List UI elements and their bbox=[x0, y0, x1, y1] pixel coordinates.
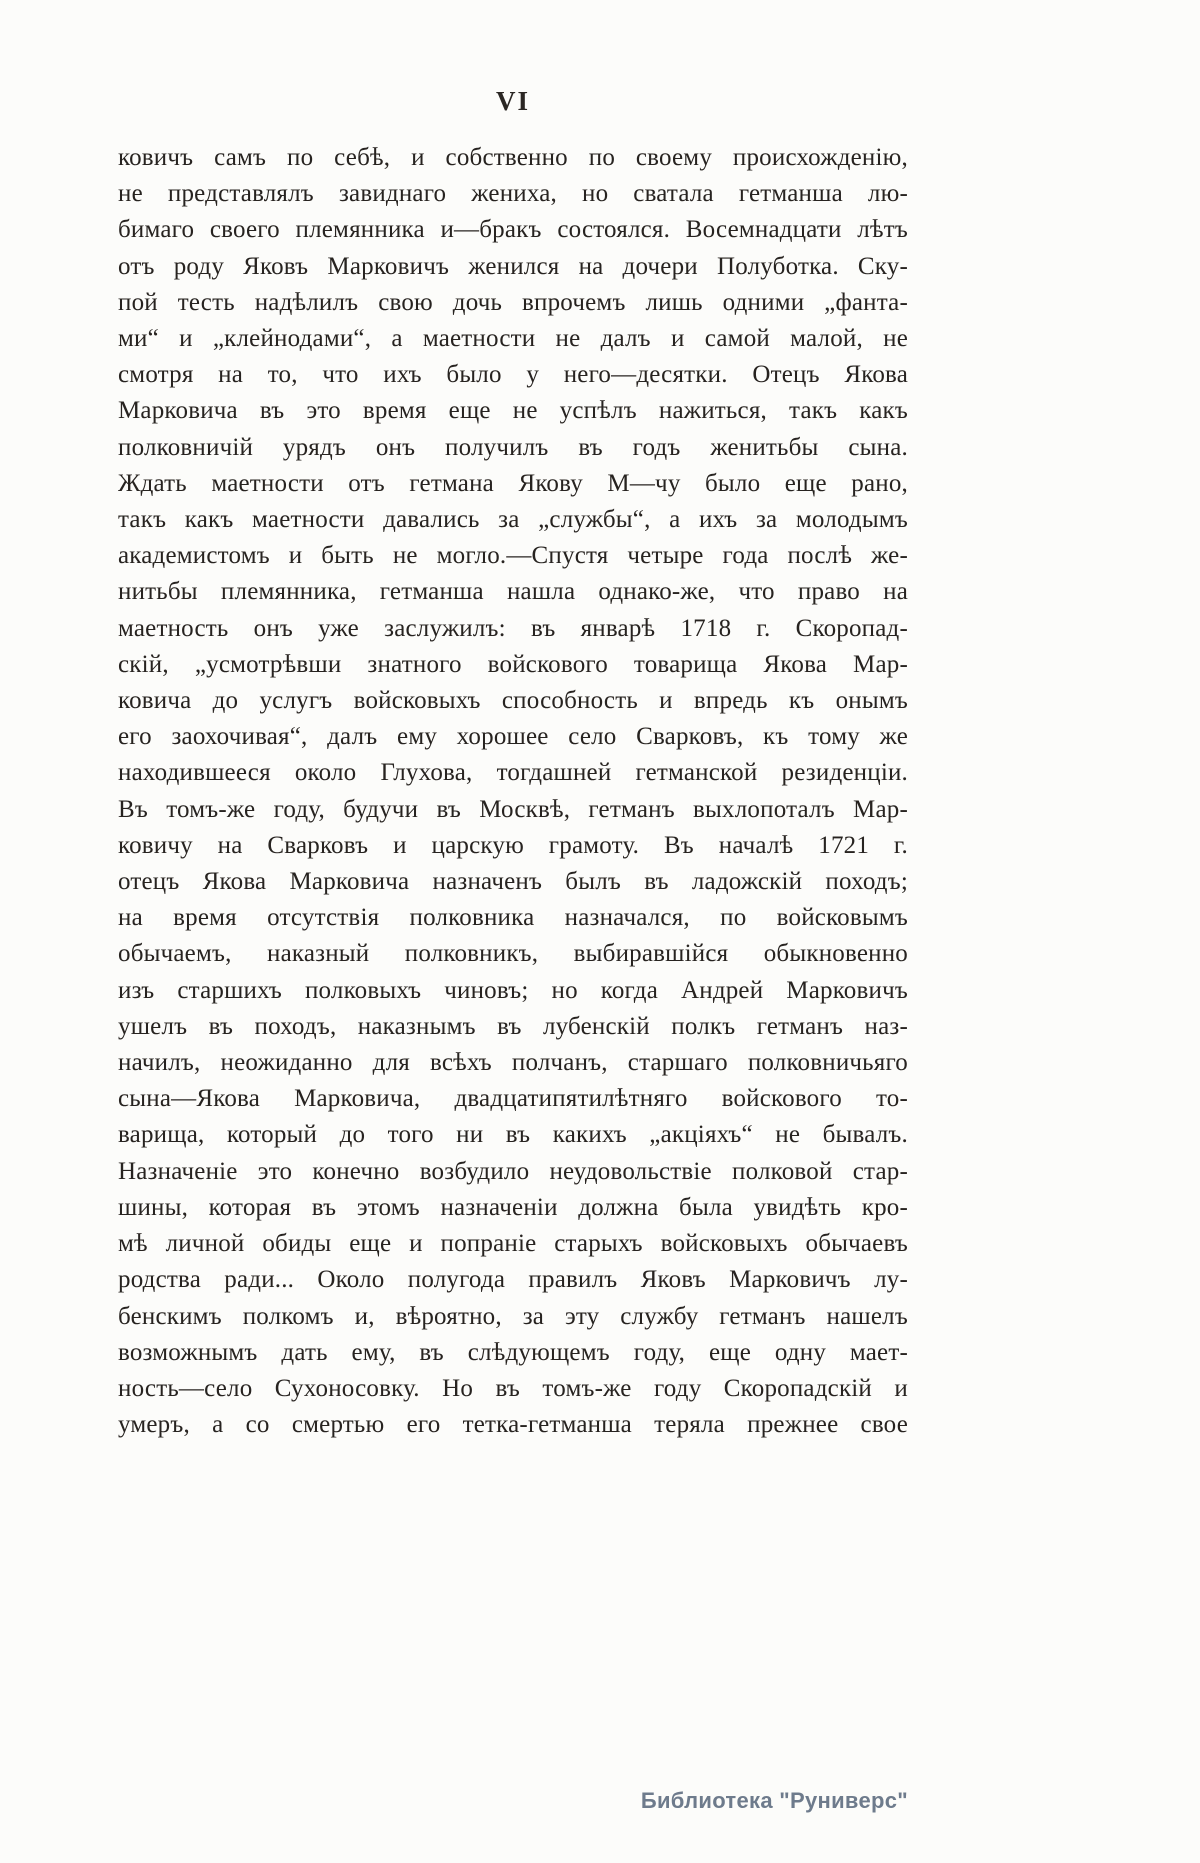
text-block bbox=[118, 140, 908, 1443]
text-line: на время отсутствія полковника назначался, по войсковымъ bbox=[118, 904, 908, 932]
text-line: пой тесть надѣлилъ свою дочь впрочемъ лишь одними „фанта- bbox=[118, 288, 908, 316]
text-line: ушелъ въ походъ, наказнымъ въ лубенскій полкъ гетманъ наз- bbox=[118, 1012, 908, 1040]
text-line: его заохочивая“, далъ ему хорошее село Сварковъ, къ тому же bbox=[118, 723, 908, 751]
text-line: сына—Якова Марковича, двадцатипятилѣтняго войскового то- bbox=[118, 1085, 908, 1113]
text-line: изъ старшихъ полковыхъ чиновъ; но когда Андрей Марковичъ bbox=[118, 976, 908, 1004]
text-line: маетность онъ уже заслужилъ: въ январѣ 1718 г. Скоропад- bbox=[118, 614, 908, 642]
text-line: смотря на то, что ихъ было у него—десятки. Отецъ Якова bbox=[118, 361, 908, 389]
text-line: умеръ, а со смертью его тетка-гетманша теряла прежнее свое bbox=[118, 1411, 908, 1439]
text-line: Марковича въ это время еще не успѣлъ нажиться, такъ какъ bbox=[118, 397, 908, 425]
text-line: обычаемъ, наказный полковникъ, выбиравшійся обыкновенно bbox=[118, 940, 908, 968]
text-line: бенскимъ полкомъ и, вѣроятно, за эту службу гетманъ нашелъ bbox=[118, 1302, 908, 1330]
text-line: такъ какъ маетности давались за „службы“, а ихъ за молодымъ bbox=[118, 506, 908, 534]
page-number: VI bbox=[495, 86, 530, 116]
text-line: не представлялъ завиднаго жениха, но сватала гетманша лю- bbox=[118, 180, 908, 208]
text-line: ковичу на Сварковъ и царскую грамоту. Въ началѣ 1721 г. bbox=[118, 831, 908, 859]
text-line: Въ томъ-же году, будучи въ Москвѣ, гетманъ выхлопоталъ Мар- bbox=[118, 795, 908, 823]
text-line: академистомъ и быть не могло.—Спустя четыре года послѣ же- bbox=[118, 542, 908, 570]
text-line: начилъ, неожиданно для всѣхъ полчанъ, старшаго полковничьяго bbox=[118, 1049, 908, 1077]
text-line: шины, которая въ этомъ назначеніи должна была увидѣть кро- bbox=[118, 1193, 908, 1221]
text-line: бимаго своего племянника и—бракъ состоялся. Восемнадцати лѣтъ bbox=[118, 216, 908, 244]
text-line: ковичъ самъ по себѣ, и собственно по своему происхожденію, bbox=[118, 144, 908, 171]
text-line: родства ради... Около полугода правилъ Яковъ Марковичъ лу- bbox=[118, 1266, 908, 1294]
text-line: отъ роду Яковъ Марковичъ женился на дочери Полуботка. Ску- bbox=[118, 252, 908, 280]
text-line: ность—село Сухоносовку. Но въ томъ-же году Скоропадскій и bbox=[118, 1374, 908, 1402]
text-line: Ждать маетности отъ гетмана Якову М—чу было еще рано, bbox=[118, 469, 908, 497]
text-line: ковича до услугъ войсковыхъ способность и впредь къ онымъ bbox=[118, 687, 908, 715]
text-line: нитьбы племянника, гетманша нашла однако-же, что право на bbox=[118, 578, 908, 606]
text-line: отецъ Якова Марковича назначенъ былъ въ ладожскій походъ; bbox=[118, 868, 908, 896]
text-line: ми“ и „клейнодами“, а маетности не далъ и самой малой, не bbox=[118, 325, 908, 353]
text-line: скій, „усмотрѣвши знатного войскового товарища Якова Мар- bbox=[118, 650, 908, 678]
text-line: полковничій урядъ онъ получилъ въ годъ женитьбы сына. bbox=[118, 433, 908, 461]
text-line: находившееся около Глухова, тогдашней гетманской резиденціи. bbox=[118, 759, 908, 787]
text-line: варища, который до того ни въ какихъ „акціяхъ“ не бывалъ. bbox=[118, 1121, 908, 1149]
text-line: возможнымъ дать ему, въ слѣдующемъ году, еще одну мает- bbox=[118, 1338, 908, 1366]
text-line: мѣ личной обиды еще и попраніе старыхъ войсковыхъ обычаевъ bbox=[118, 1230, 908, 1258]
library-watermark: Библиотека "Руниверс" bbox=[640, 1788, 908, 1813]
text-line: Назначеніе это конечно возбудило неудовольствіе полковой стар- bbox=[118, 1157, 908, 1185]
